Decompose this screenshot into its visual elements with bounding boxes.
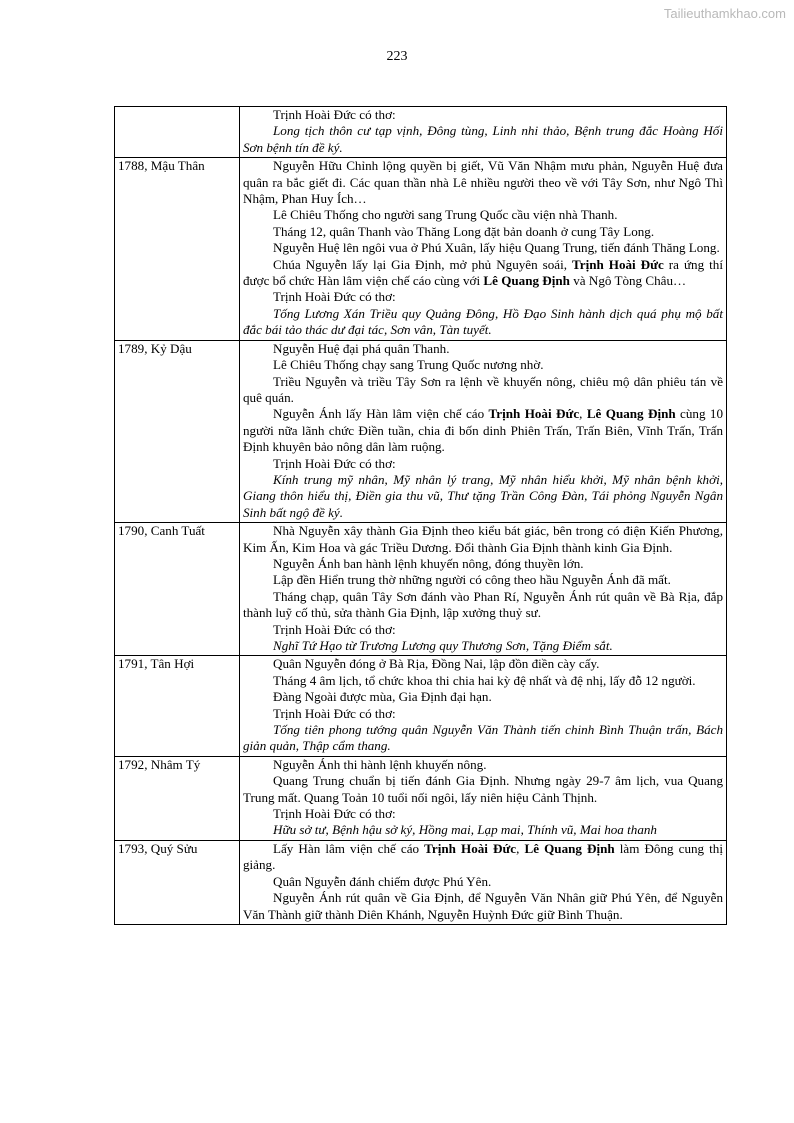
- event-paragraph: [243, 556, 723, 572]
- text-run: làm Đông cung thị giảng.: [243, 840, 723, 873]
- table-row: [115, 840, 727, 924]
- text-run: Trịnh Hoài Đức có thơ:: [273, 289, 396, 305]
- events-cell: [240, 656, 727, 756]
- event-paragraph: [243, 341, 723, 357]
- poem-titles: [243, 123, 723, 156]
- event-paragraph: [243, 689, 723, 705]
- poem-titles: [243, 722, 723, 755]
- events-cell: [240, 107, 727, 158]
- text-run: Nghĩ Tứ Hạo từ Trương Lương quy Thương Sơn, Tặng Điểm sắt.: [273, 638, 613, 653]
- text-run: Chúa Nguyễn lấy lại Gia Định, mở phủ Nguyên soái,: [273, 256, 573, 272]
- event-paragraph: [243, 589, 723, 622]
- text-run: Triều Nguyễn và triều Tây Sơn ra lệnh về khuyến nông, chiêu mộ dân phiêu tán về quê quán.: [243, 373, 723, 405]
- events-cell: [240, 523, 727, 656]
- table-row: [115, 523, 727, 656]
- text-run: Lấy Hàn lâm viện chế cáo: [273, 840, 425, 856]
- event-paragraph: [243, 656, 723, 672]
- text-run: Nguyễn Huệ đại phá quân Thanh.: [273, 340, 450, 356]
- text-run: Quang Trung chuẩn bị tiến đánh Gia Định. Nhưng ngày 29-7 âm lịch, vua Quang Trung mất. Quang Toản 10 tuổi nối ngôi, lấy niên hiệu Cảnh Thịnh.: [243, 773, 723, 805]
- event-paragraph: [243, 240, 723, 256]
- event-paragraph: [243, 224, 723, 240]
- text-run: ,: [579, 406, 587, 422]
- text-run: Tháng 4 âm lịch, tổ chức khoa thi chia hai kỳ đệ nhất và đệ nhị, lấy đỗ 12 người.: [273, 672, 696, 688]
- text-run: Nguyễn Ánh thi hành lệnh khuyến nông.: [273, 756, 487, 772]
- page-number: 223: [386, 49, 408, 64]
- text-run: Tống Lương Xán Triều quy Quảng Đông, Hồ Đạo Sinh hành dịch quá phụ mộ bất đắc bái tảo thác dư đại tác, Sơn vân, Tàn tuyết.: [243, 305, 723, 338]
- event-paragraph: [243, 257, 723, 290]
- text-run: Trịnh Hoài Đức có thơ:: [273, 107, 396, 122]
- events-cell: [240, 840, 727, 924]
- event-paragraph: [243, 456, 723, 472]
- event-paragraph: [243, 572, 723, 588]
- watermark: Tailieuthamkhao.com: [663, 6, 786, 21]
- year-cell: 1789, Kỷ Dậu: [115, 340, 240, 522]
- event-paragraph: [243, 706, 723, 722]
- text-run: Trịnh Hoài Đức có thơ:: [273, 705, 396, 721]
- chronology-table: [114, 106, 727, 925]
- poem-titles: [243, 822, 723, 838]
- year-cell: 1790, Canh Tuất: [115, 523, 240, 656]
- event-paragraph: [243, 406, 723, 455]
- text-run: Tống tiên phong tướng quân Nguyễn Văn Thành tiến chinh Bình Thuận trấn, Bách giản quản, Thập cẩm thang.: [243, 722, 723, 754]
- text-run: Nguyễn Ánh lấy Hàn lâm viện chế cáo: [273, 406, 489, 422]
- event-paragraph: [243, 757, 723, 773]
- text-run: Lê Chiêu Thống cho người sang Trung Quốc cầu viện nhà Thanh.: [273, 207, 618, 223]
- events-cell: [240, 340, 727, 522]
- text-run: Nguyễn Ánh ban hành lệnh khuyến nông, đóng thuyền lớn.: [273, 555, 584, 571]
- event-paragraph: [243, 289, 723, 305]
- text-run: Lập đền Hiển trung thờ những người có công theo hầu Nguyễn Ánh đã mất.: [273, 572, 671, 588]
- table-row: [115, 756, 727, 840]
- person-name: Trịnh Hoài Đức: [488, 406, 580, 422]
- event-paragraph: [243, 523, 723, 556]
- person-name: Lê Quang Định: [586, 406, 676, 422]
- text-run: Tháng 12, quân Thanh vào Thăng Long đặt bản doanh ở cung Tây Long.: [273, 223, 655, 239]
- text-run: ,: [516, 840, 525, 856]
- text-run: Đàng Ngoài được mùa, Gia Định đại hạn.: [273, 689, 492, 705]
- events-cell: [240, 756, 727, 840]
- text-run: Trịnh Hoài Đức có thơ:: [273, 806, 396, 822]
- event-paragraph: [243, 890, 723, 923]
- text-run: Kính trung mỹ nhân, Mỹ nhân lý trang, Mỹ nhân hiểu khởi, Mỹ nhân bệnh khởi, Giang thôn hiểu thị, Điền gia thu vũ, Thư tặng Trần Công Đàn, Tái phỏng Nguyễn Ngân Sinh bất ngộ đề ký.: [243, 471, 723, 520]
- text-run: Long tịch thôn cư tạp vịnh, Đông tùng, Linh nhi thảo, Bệnh trung đắc Hoàng Hối Sơn bệnh tín đề ký.: [243, 123, 723, 155]
- text-run: Nhà Nguyễn xây thành Gia Định theo kiểu bát giác, bên trong có điện Kiến Phương, Kim Ấn, Kim Hoa và gác Triều Dương. Đổi thành Gia Định thành kinh Gia Định.: [243, 523, 723, 555]
- year-cell: 1788, Mậu Thân: [115, 158, 240, 340]
- poem-titles: [243, 306, 723, 339]
- poem-titles: [243, 472, 723, 521]
- text-run: Lê Chiêu Thống chạy sang Trung Quốc nương nhờ.: [273, 357, 544, 373]
- person-name: Trịnh Hoài Đức: [424, 840, 517, 856]
- events-cell: [240, 158, 727, 340]
- text-run: Nguyễn Huệ lên ngôi vua ở Phú Xuân, lấy hiệu Quang Trung, tiến đánh Thăng Long.: [273, 240, 720, 256]
- year-cell: 1792, Nhâm Tý: [115, 756, 240, 840]
- text-run: Hữu sở tư, Bệnh hậu sở ký, Hồng mai, Lạp mai, Thính vũ, Mai hoa thanh: [273, 822, 657, 838]
- event-paragraph: [243, 773, 723, 806]
- year-cell: 1791, Tân Hợi: [115, 656, 240, 756]
- person-name: Trịnh Hoài Đức: [572, 256, 664, 272]
- event-paragraph: [243, 374, 723, 407]
- text-run: Quân Nguyễn đánh chiếm được Phú Yên.: [273, 873, 492, 889]
- table-row: [115, 656, 727, 756]
- event-paragraph: [243, 841, 723, 874]
- text-run: Quân Nguyễn đóng ở Bà Rịa, Đồng Nai, lập đồn điền cày cấy.: [273, 656, 600, 672]
- table-row: [115, 107, 727, 158]
- text-run: Tháng chạp, quân Tây Sơn đánh vào Phan Rí, Nguyễn Ánh rút quân về Bà Rịa, đắp thành luỹ cố thủ, sửa thành Gia Định, lập xưởng thuỷ sư.: [243, 588, 723, 621]
- year-cell: 1793, Quý Sửu: [115, 840, 240, 924]
- text-run: ra ứng thí được bổ chức Hàn lâm viện chế cáo cùng với: [243, 256, 723, 289]
- text-run: Nguyễn Hữu Chỉnh lộng quyền bị giết, Vũ Văn Nhậm mưu phản, Nguyễn Huệ đưa quân ra bắc giết đi. Các quan thần nhà Lê nhiều người theo về với Tây Sơn, như Ngô Thì Nhậm, Phan Huy Ích…: [243, 158, 723, 207]
- event-paragraph: [243, 622, 723, 638]
- table-row: [115, 158, 727, 340]
- poem-titles: [243, 638, 723, 654]
- event-paragraph: [243, 874, 723, 890]
- event-paragraph: [243, 806, 723, 822]
- event-paragraph: [243, 673, 723, 689]
- person-name: Lê Quang Định: [483, 273, 570, 289]
- text-run: cùng 10 người nữa lãnh chức Điền tuần, chia đi bốn dinh Phiên Trấn, Trấn Biên, Vĩnh Trấn, Trấn Định khuyên bảo nông dân làm ruộng.: [243, 406, 723, 455]
- text-run: và Ngô Tòng Châu…: [569, 273, 687, 289]
- chronology-table-body: [115, 107, 727, 925]
- text-run: Trịnh Hoài Đức có thơ:: [273, 455, 396, 471]
- text-run: Trịnh Hoài Đức có thơ:: [273, 621, 396, 637]
- event-paragraph: [243, 357, 723, 373]
- event-paragraph: [243, 107, 723, 123]
- event-paragraph: [243, 207, 723, 223]
- year-cell: [115, 107, 240, 158]
- text-run: Nguyễn Ánh rút quân về Gia Định, để Nguyễn Văn Nhân giữ Phú Yên, để Nguyễn Văn Thành giữ thành Diên Khánh, Nguyễn Huỳnh Đức giữ Bình Thuận.: [243, 890, 723, 922]
- event-paragraph: [243, 158, 723, 207]
- person-name: Lê Quang Định: [524, 840, 615, 856]
- table-row: [115, 340, 727, 522]
